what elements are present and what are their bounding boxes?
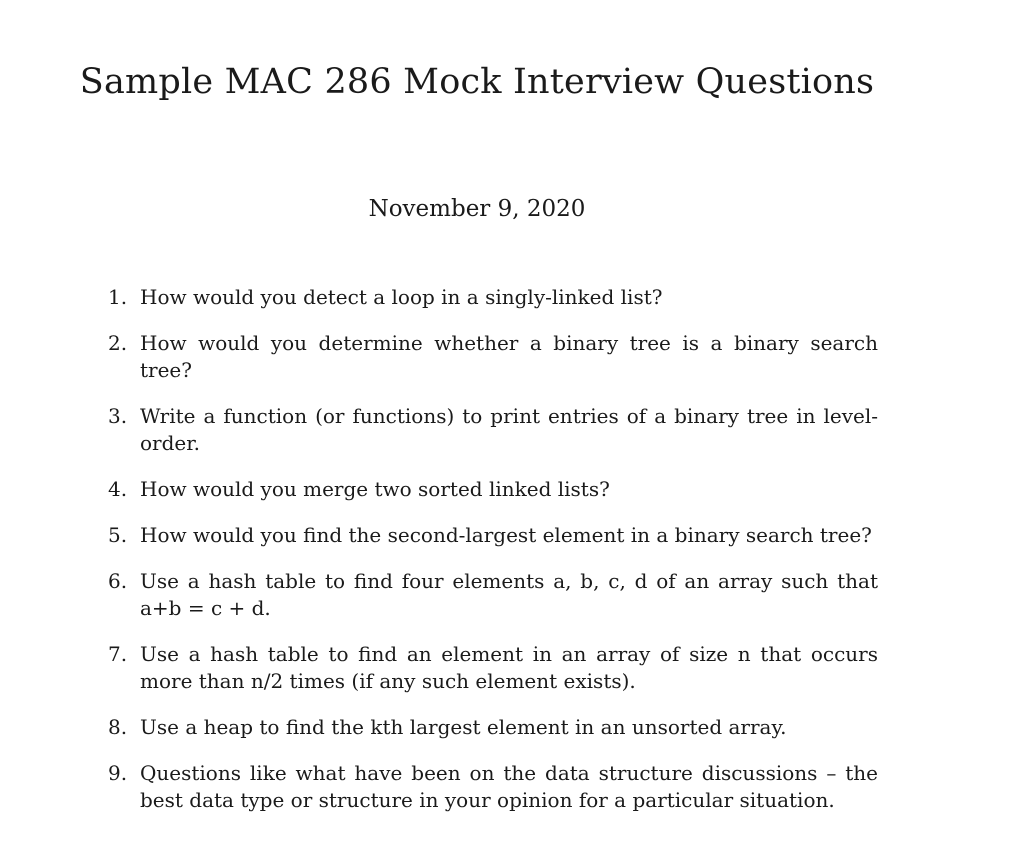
list-item [108, 641, 878, 695]
list-item [108, 403, 878, 457]
item-number: 9. [108, 761, 128, 785]
document-date: November 9, 2020 [368, 196, 586, 222]
item-text: Use a heap to find the kth largest element in an unsorted array. [140, 715, 787, 739]
item-number: 2. [108, 331, 128, 355]
item-text: How would you merge two sorted linked lists? [140, 477, 610, 501]
list-item [108, 284, 878, 311]
item-number: 5. [108, 523, 128, 547]
document-title: Sample MAC 286 Mock Interview Questions [79, 62, 875, 102]
item-text: Use a hash table to find an element in an array of size n that occurs more than n/2 times (if any such element exists). [140, 642, 878, 693]
item-number: 8. [108, 715, 128, 739]
item-number: 4. [108, 477, 128, 501]
list-item [108, 714, 878, 741]
item-text: How would you determine whether a binary tree is a binary search tree? [140, 331, 878, 382]
list-item [108, 568, 878, 622]
item-number: 1. [108, 285, 128, 309]
item-number: 7. [108, 642, 128, 666]
list-item [108, 476, 878, 503]
item-number: 6. [108, 569, 128, 593]
item-text: Questions like what have been on the data structure discussions – the best data type or structure in your opinion for a particular situation. [140, 761, 878, 812]
list-item [108, 522, 878, 549]
item-number: 3. [108, 404, 128, 428]
item-text: How would you find the second-largest element in a binary search tree? [140, 523, 872, 547]
item-text: Write a function (or functions) to print entries of a binary tree in level-order. [140, 404, 878, 455]
item-text: How would you detect a loop in a singly-linked list? [140, 285, 663, 309]
list-item [108, 760, 878, 814]
item-text: Use a hash table to find four elements a, b, c, d of an array such that a+b = c + d. [140, 569, 878, 620]
question-list [108, 284, 878, 833]
list-item [108, 330, 878, 384]
